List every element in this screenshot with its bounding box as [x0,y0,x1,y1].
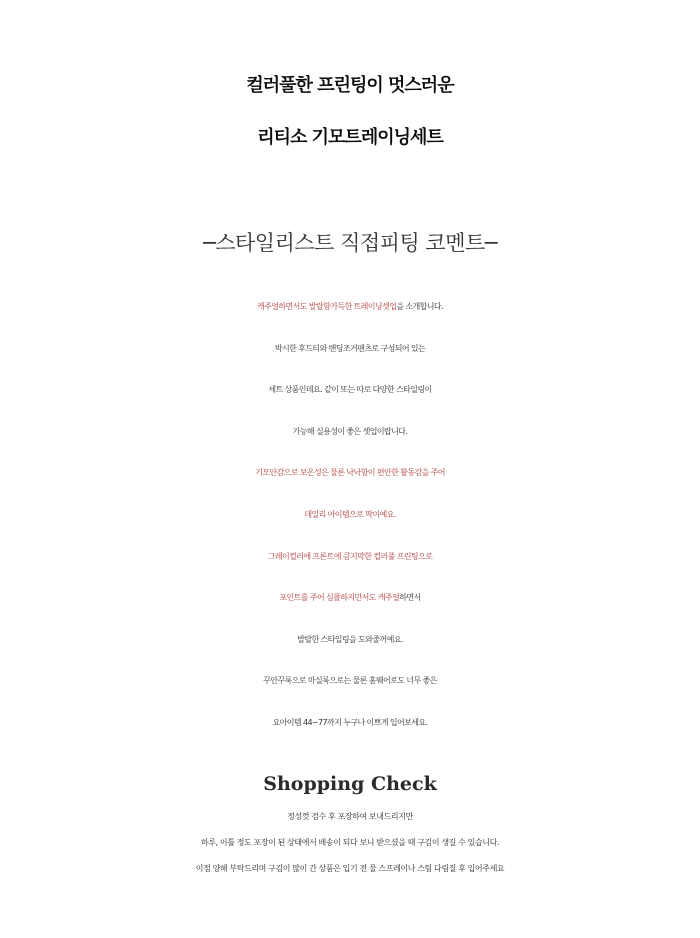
comment-line-9: 발랄한 스타일링을 도와줄꺼예요. [297,634,403,644]
product-title-line-1: 컬러풀한 프린팅이 멋스러운 [246,75,454,96]
comment-line-4: 가능해 실용성이 좋은 셋업이랍니다. [292,426,408,436]
shopping-check-line-3: 이점 양해 부탁드리며 구김이 많이 간 상품은 입기 전 물 스프레이나 스팀 다림질 후 입어주세요 [195,864,505,873]
shopping-check-heading: Shopping Check [263,773,437,795]
comment-line-8-rest: 하면서 [399,593,421,603]
stylist-comment [0,286,700,744]
comment-line-1 [0,286,700,328]
product-title [0,60,700,164]
stylist-comment-heading: ─스타일리스트 직접피팅 코멘트─ [203,231,497,255]
shopping-check-line-2: 하루, 이틀 정도 포장이 된 상태에서 배송이 되다 보니 받으셨을 때 구김이 생길 수 있습니다. [200,838,500,847]
product-title-line-2: 리티소 기모트레이닝세트 [257,127,443,148]
comment-line-8 [0,577,700,619]
shopping-check-notice [0,804,700,882]
comment-line-11: 요아이템 44~77까지 누구나 이쁘게 입어보세요. [272,717,428,727]
comment-line-8-highlight: 포인트를 주어 심플하지만서도 캐주얼 [279,593,400,603]
comment-line-6: 데일리 아이템으로 딱이예요. [304,509,396,519]
comment-line-2: 박시한 후드티와 밴딩조거팬츠로 구성되어 있는 [274,343,426,353]
comment-line-5: 기모안감으로 보온성은 물론 낙낙함이 편안한 활동감을 주어 [255,468,445,478]
comment-line-7: 그레이컬러에 프론트에 큼지막한 컬러풀 프린팅으로 [267,551,433,561]
comment-line-3: 세트 상품인데요. 같이 또는 따로 다양한 스타일링이 [268,385,432,395]
comment-line-1-rest: 을 소개합니다. [396,302,443,311]
shopping-check-line-1: 정성껏 검수 후 포장하여 보내드리지만 [287,812,413,821]
comment-line-1-highlight: 캐주얼하면서도 발랄함가득한 트레이닝셋업 [257,302,397,311]
comment-line-10: 꾸안꾸룩으로 마실룩으로는 물론 홈웨어로도 너무 좋은 [263,676,437,686]
